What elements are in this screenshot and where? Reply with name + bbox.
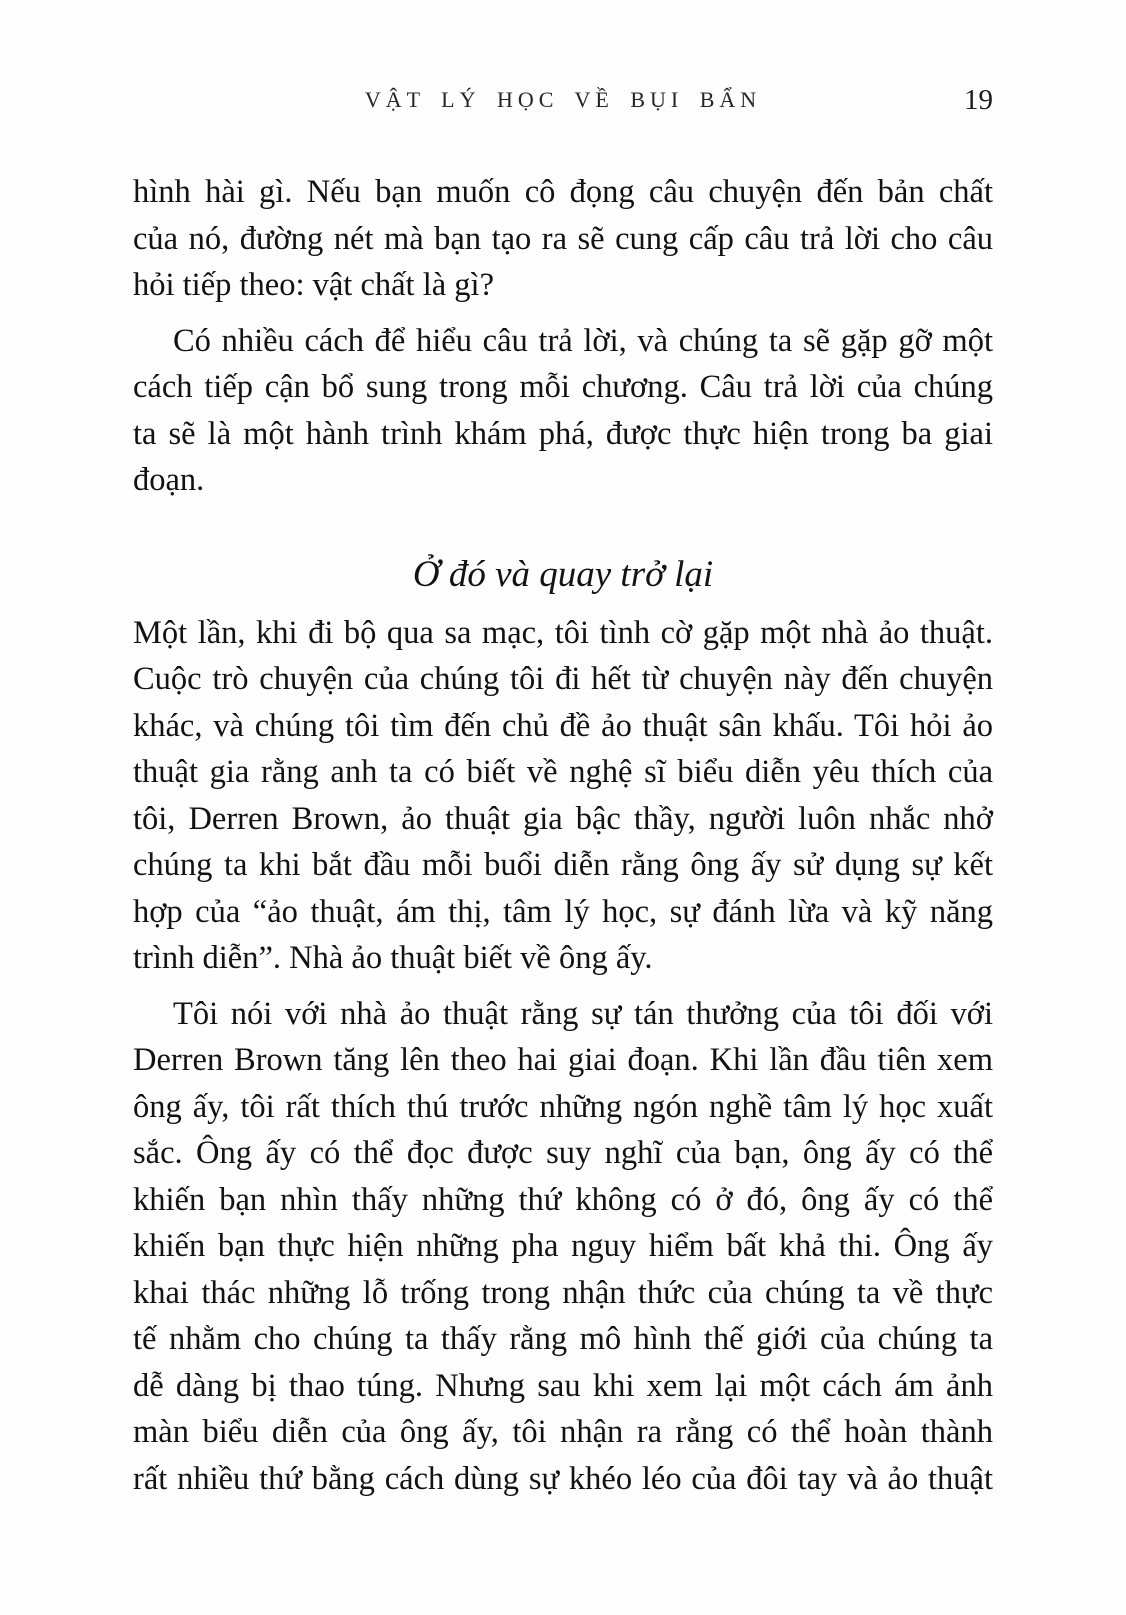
text-line: Derren Brown tăng lên theo hai giai đoạn. Khi lần đầu tiên xem [133, 1042, 993, 1078]
text-line: đoạn. [133, 462, 205, 498]
page-header [133, 84, 993, 118]
text-line: thuật gia rằng anh ta có biết về nghệ sĩ biểu diễn yêu thích của [133, 754, 993, 790]
text-line: ông ấy, tôi rất thích thú trước những ngón nghề tâm lý học xuất [133, 1088, 993, 1125]
text-line: tôi, Derren Brown, ảo thuật gia bậc thầy, người luôn nhắc nhở [133, 800, 993, 837]
text-line: Một lần, khi đi bộ qua sa mạc, tôi tình cờ gặp một nhà ảo thuật. [133, 614, 993, 651]
text-line: khác, và chúng tôi tìm đến chủ đề ảo thuật sân khấu. Tôi hỏi ảo [133, 707, 993, 744]
text-line: trình diễn”. Nhà ảo thuật biết về ông ấy. [133, 940, 653, 976]
text-line: hình hài gì. Nếu bạn muốn cô đọng câu chuyện đến bản chất [133, 174, 993, 210]
running-title: VẬT LÝ HỌC VỀ BỤI BẨN [364, 87, 762, 112]
paragraph [133, 169, 993, 309]
text-line: khiến bạn nhìn thấy những thứ không có ở đó, ông ấy có thể [133, 1181, 993, 1218]
text-line: của nó, đường nét mà bạn tạo ra sẽ cung cấp câu trả lời cho câu [133, 220, 993, 257]
text-line: màn biểu diễn của ông ấy, tôi nhận ra rằng có thể hoàn thành [133, 1414, 993, 1450]
text-line: khai thác những lỗ trống trong nhận thức của chúng ta về thực [133, 1274, 993, 1311]
text-line: ta sẽ là một hành trình khám phá, được thực hiện trong ba giai [133, 415, 993, 452]
text-line: cách tiếp cận bổ sung trong mỗi chương. Câu trả lời của chúng [133, 369, 993, 405]
text-line: Có nhiều cách để hiểu câu trả lời, và chúng ta sẽ gặp gỡ một [173, 322, 993, 359]
text-line: rất nhiều thứ bằng cách dùng sự khéo léo của đôi tay và ảo thuật [133, 1460, 993, 1497]
text-line: tế nhằm cho chúng ta thấy rằng mô hình thế giới của chúng ta [133, 1321, 993, 1357]
text-line: sắc. Ông ấy có thể đọc được suy nghĩ của bạn, ông ấy có thể [133, 1135, 993, 1171]
text-line: khiến bạn thực hiện những pha nguy hiểm bất khả thi. Ông ấy [133, 1228, 993, 1264]
paragraph [133, 318, 993, 504]
text-line: Cuộc trò chuyện của chúng tôi đi hết từ chuyện này đến chuyện [133, 661, 993, 697]
text-line: hỏi tiếp theo: vật chất là gì? [133, 267, 494, 303]
text-line: chúng ta khi bắt đầu mỗi buổi diễn rằng ông ấy sử dụng sự kết [133, 847, 993, 883]
text-line: Tôi nói với nhà ảo thuật rằng sự tán thưởng của tôi đối với [173, 995, 993, 1032]
page-number: 19 [964, 84, 993, 116]
paragraph [133, 610, 993, 982]
section-heading: Ở đó và quay trở lại [412, 553, 714, 595]
text-line: dễ dàng bị thao túng. Nhưng sau khi xem lại một cách ám ảnh [133, 1367, 993, 1404]
paragraph [133, 991, 993, 1503]
body-text [133, 169, 993, 1511]
text-line: hợp của “ảo thuật, ám thị, tâm lý học, sự đánh lừa và kỹ năng [133, 893, 993, 930]
